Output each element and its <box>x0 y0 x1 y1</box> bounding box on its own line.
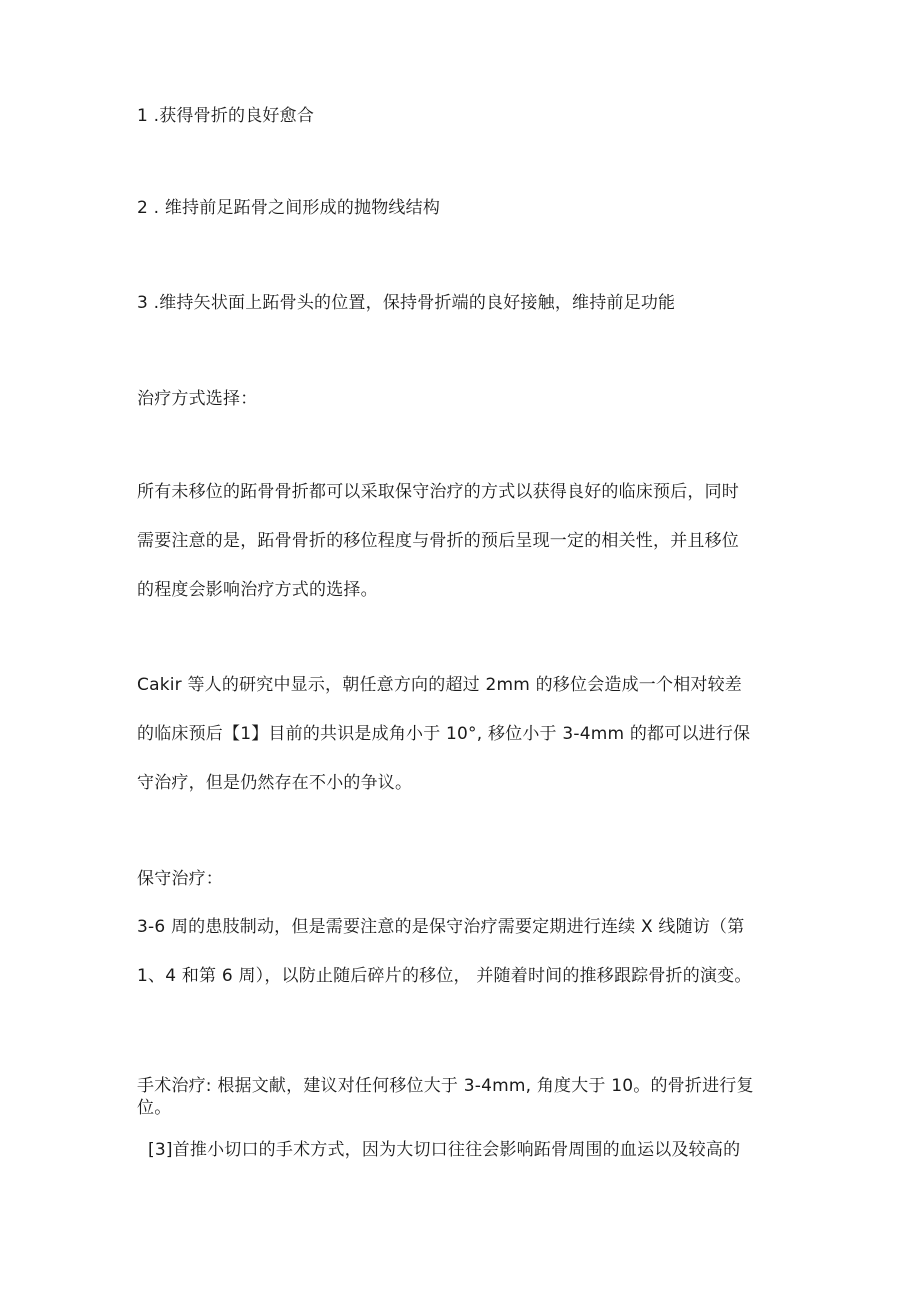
goal-3: 3 .维持矢状面上跖骨头的位置，保持骨折端的良好接触，维持前足功能 <box>137 293 676 313</box>
surgical-line: [3]首推小切口的手术方式，因为大切口往往会影响跖骨周围的血运以及较高的 <box>148 1140 741 1160</box>
paragraph-line: 的程度会影响治疗方式的选择。 <box>137 580 378 600</box>
conservative-heading: 保守治疗： <box>137 869 223 889</box>
paragraph-line: 1、4 和第 6 周），以防止随后碎片的移位， 并随着时间的推移跟踪骨折的演变。 <box>137 966 752 986</box>
paragraph-line: 的临床预后【1】目前的共识是成角小于 10°, 移位小于 3-4mm 的都可以进行保 <box>137 724 751 744</box>
surgical-line: 手术治疗: 根据文献，建议对任何移位大于 3-4mm, 角度大于 10。的骨折进行复 <box>137 1076 754 1096</box>
paragraph-line: 需要注意的是，跖骨骨折的移位程度与骨折的预后呈现一定的相关性，并且移位 <box>137 531 739 551</box>
treatment-choice-heading: 治疗方式选择： <box>137 389 258 409</box>
goal-1: 1 .获得骨折的良好愈合 <box>137 106 315 126</box>
goal-2: 2 . 维持前足跖骨之间形成的抛物线结构 <box>137 198 441 218</box>
paragraph-line: 守治疗，但是仍然存在不小的争议。 <box>137 773 413 793</box>
paragraph-line: 所有未移位的跖骨骨折都可以采取保守治疗的方式以获得良好的临床预后，同时 <box>137 482 739 502</box>
paragraph-line: Cakir 等人的研究中显示，朝任意方向的超过 2mm 的移位会造成一个相对较差 <box>137 675 742 695</box>
paragraph-line: 3-6 周的患肢制动，但是需要注意的是保守治疗需要定期进行连续 X 线随访（第 <box>137 917 745 937</box>
surgical-line: 位。 <box>137 1098 172 1118</box>
